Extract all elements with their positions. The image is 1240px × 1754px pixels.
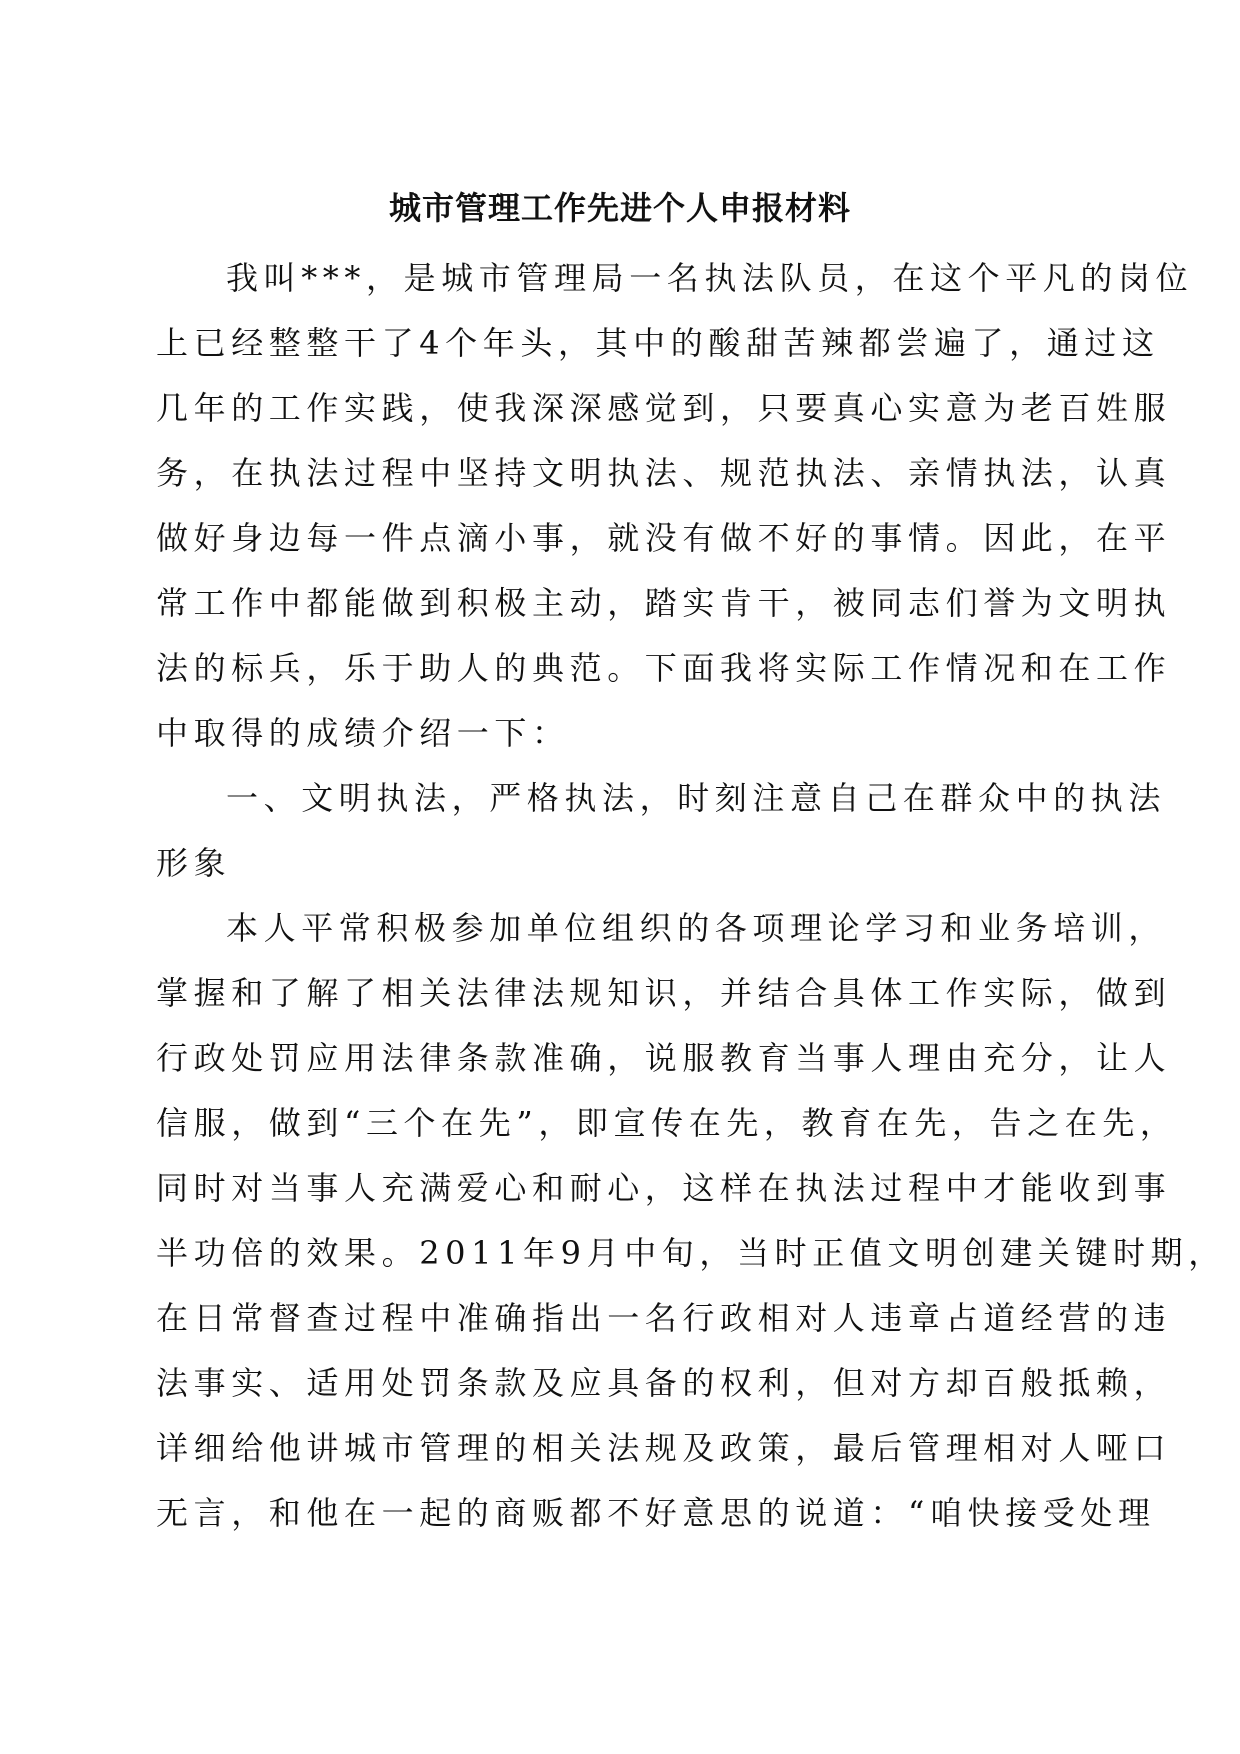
paragraph-line: 上已经整整干了4个年头，其中的酸甜苦辣都尝遍了，通过这 [156, 324, 1160, 362]
paragraph-line: 做好身边每一件点滴小事，就没有做不好的事情。因此，在平 [156, 519, 1172, 557]
document-title: 城市管理工作先进个人申报材料 [388, 189, 851, 227]
paragraph-line: 掌握和了解了相关法律法规知识，并结合具体工作实际，做到 [156, 974, 1172, 1012]
paragraph-line: 详细给他讲城市管理的相关法规及政策，最后管理相对人哑口 [156, 1429, 1172, 1467]
paragraph-line: 法事实、适用处罚条款及应具备的权利，但对方却百般抵赖， [156, 1364, 1172, 1402]
paragraph-line: 同时对当事人充满爱心和耐心，这样在执法过程中才能收到事 [156, 1169, 1172, 1207]
paragraph-line: 无言，和他在一起的商贩都不好意思的说道：“咱快接受处理 [156, 1494, 1156, 1532]
paragraph-line: 几年的工作实践，使我深深感觉到，只要真心实意为老百姓服 [156, 389, 1172, 427]
paragraph-line: 信服，做到“三个在先”，即宣传在先，教育在先，告之在先， [156, 1104, 1178, 1142]
paragraph-line: 常工作中都能做到积极主动，踏实肯干，被同志们誉为文明执 [156, 584, 1172, 622]
paragraph-line: 行政处罚应用法律条款准确，说服教育当事人理由充分，让人 [156, 1039, 1172, 1077]
paragraph-line: 半功倍的效果。2011年9月中旬，当时正值文明创建关键时期， [156, 1234, 1226, 1272]
section-heading-line: 一、文明执法，严格执法，时刻注意自己在群众中的执法 [226, 779, 1167, 817]
paragraph-line: 务，在执法过程中坚持文明执法、规范执法、亲情执法，认真 [156, 454, 1172, 492]
paragraph-line: 法的标兵，乐于助人的典范。下面我将实际工作情况和在工作 [156, 649, 1172, 687]
paragraph-line: 本人平常积极参加单位组织的各项理论学习和业务培训， [226, 909, 1167, 947]
section-heading-line: 形象 [156, 844, 232, 882]
document-body [156, 246, 1226, 1546]
paragraph-line: 中取得的成绩介绍一下： [156, 714, 570, 752]
paragraph-line: 我叫***，是城市管理局一名执法队员，在这个平凡的岗位 [226, 259, 1194, 297]
paragraph-line: 在日常督查过程中准确指出一名行政相对人违章占道经营的违 [156, 1299, 1172, 1337]
